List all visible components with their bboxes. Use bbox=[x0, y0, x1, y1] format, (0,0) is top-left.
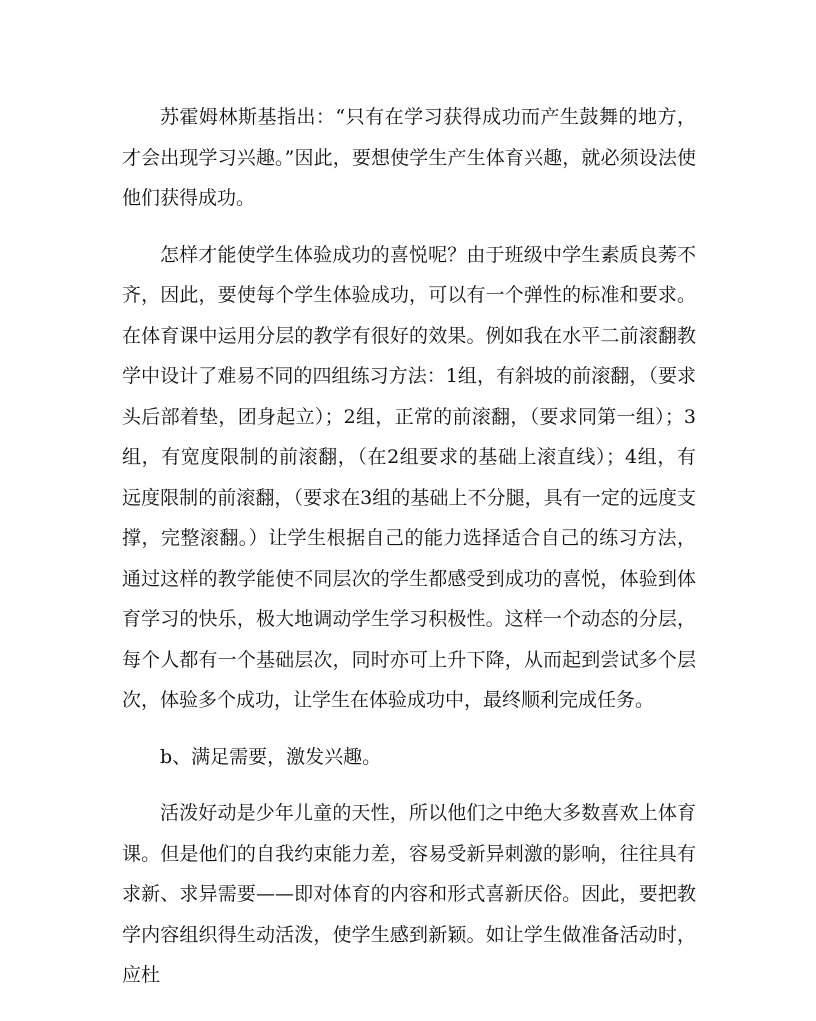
paragraph-interest: 活泼好动是少年儿童的天性，所以他们之中绝大多数喜欢上体育课。但是他们的自我约束能力差，容易受新异刺激的影响，往往具有求新、求异需要——即对体育的内容和形式喜新厌俗。因此，要把教学内容组织得生动活泼，使学生感到新颖。如让学生做准备活动时，应杜 bbox=[122, 802, 696, 986]
paragraph-layered-teaching: 怎样才能使学生体验成功的喜悦呢？由于班级中学生素质良莠不齐，因此，要使每个学生体验成功，可以有一个弹性的标准和要求。在体育课中运用分层的教学有很好的效果。例如我在水平二前滚翻教学中设计了难易不同的四组练习方法：1组，有斜坡的前滚翻，（要求头后部着垫，团身起立）；2组，正常的前滚翻，（要求同第一组）；3组，有宽度限制的前滚翻，（在2组要求的基础上滚直线）；4组，有远度限制的前滚翻，（要求在3组的基础上不分腿，具有一定的远度支撑，完整滚翻。）让学生根据自己的能力选择适合自己的练习方法，通过这样的教学能使不同层次的学生都感受到成功的喜悦，体验到体育学习的快乐，极大地调动学生学习积极性。这样一个动态的分层，每个人都有一个基础层次，同时亦可上升下降，从而起到尝试多个层次，体验多个成功，让学生在体验成功中，最终顺利完成任务。 bbox=[122, 243, 696, 711]
section-heading-b: b、满足需要，激发兴趣。 bbox=[160, 745, 382, 768]
paragraph-quote: 苏霍姆林斯基指出：“只有在学习获得成功而产生鼓舞的地方，才会出现学习兴趣。”因此，要想使学生产生体育兴趣，就必须设法使他们获得成功。 bbox=[122, 106, 696, 209]
document-body bbox=[122, 97, 696, 1014]
